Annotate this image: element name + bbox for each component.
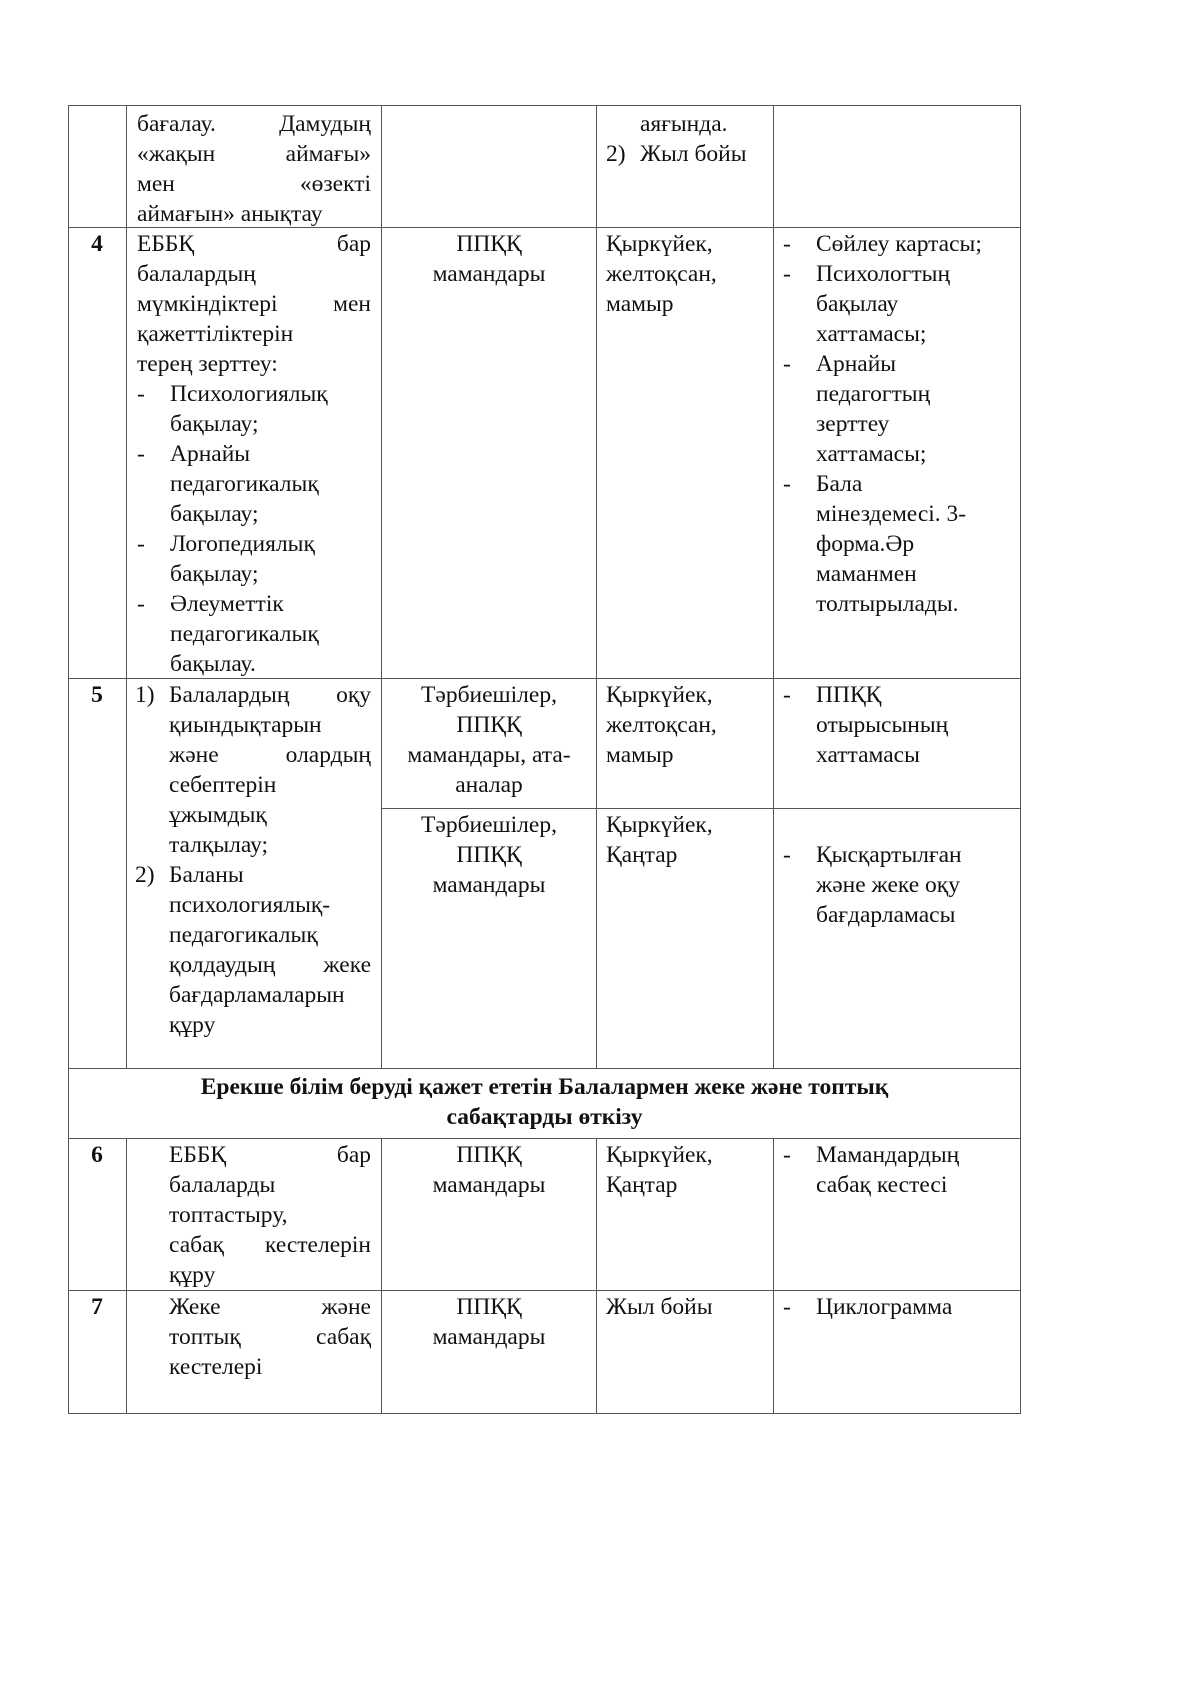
r4-result-cell [783,229,1019,619]
row-number: 7 [91,1294,103,1320]
r5a-period-cell [606,680,771,770]
responsible-line: мамандары, ата- [407,742,571,768]
subrow-divider [381,808,1021,809]
bullet-line: маманмен [816,561,917,587]
period-line: Қыркүйек, [606,682,713,708]
dash-marker: - [137,441,145,467]
r6-task-cell [169,1140,371,1290]
r5-task-cell [135,680,371,1040]
task-item-1 [135,680,371,860]
bullet-line: бақылау [816,291,899,317]
responsible-line: Тәрбиешілер, [421,812,557,838]
word: мүмкіндіктері [137,291,278,317]
task-bullet [137,529,371,589]
task-line [169,1140,371,1170]
row-divider [68,1068,1021,1069]
task-line [169,1322,371,1352]
period-line: мамыр [606,742,674,768]
result-bullet [783,349,1019,469]
word: ЕББҚ [137,231,195,257]
bullet-line: Сөйлеу картасы; [816,231,982,257]
task-line: қиындықтарын [169,712,322,738]
result-bullet [783,1140,1019,1200]
task-line: психологиялық- [169,892,331,918]
period-line: желтоқсан, [606,712,717,738]
task-line: талқылау; [169,832,269,858]
row-number: 4 [91,231,103,257]
period-line: мамыр [606,291,674,317]
r5a-responsible-cell [382,680,596,800]
result-bullet [783,840,1019,930]
r7-task-cell [169,1292,371,1382]
bullet-line: Мамандардың [816,1142,960,1168]
r5b-result-cell [783,840,1019,930]
task-line: балалардың [137,261,256,287]
bullet-line: бақылау; [170,411,259,437]
word: және [169,742,219,768]
row-divider [68,1290,1021,1291]
r5b-responsible-cell [382,810,596,900]
item-number: 2) [135,862,155,888]
bullet-line: педагогикалық [170,471,319,497]
bullet-line: мінездемесі. 3- [816,501,967,527]
word: мен [333,291,371,317]
bullet-line: Логопедиялық [170,531,315,557]
dash-marker: - [783,682,791,708]
task-line-3 [137,169,371,199]
period-line: Қаңтар [606,842,678,868]
dash-marker: - [783,231,791,257]
item-text: Жыл бойы [640,141,747,167]
bullet-line: Циклограмма [816,1294,953,1320]
period-line: желтоқсан, [606,261,717,287]
task-line [169,1230,371,1260]
bullet-line: Әлеуметтік [170,591,284,617]
r6-responsible-cell [382,1140,596,1200]
word: қолдаудың [169,952,276,978]
period-line: Қыркүйек, [606,231,713,257]
plan-table [68,105,1021,1414]
word: оқу [336,682,371,708]
cont-task-cell [137,109,371,229]
item-number: 2) [606,141,626,167]
r6-period-cell [606,1140,771,1200]
word: бар [336,1142,371,1168]
word: ЕББҚ [169,1142,227,1168]
task-item-2 [135,860,371,1040]
r5a-result-cell [783,680,1019,770]
dash-marker: - [783,351,791,377]
word: және [321,1294,371,1320]
bullet-line: толтырылады. [816,591,959,617]
bullet-line: бақылау; [170,501,259,527]
task-line [169,740,371,770]
col-divider [773,105,774,1068]
responsible-line: ППҚҚ [456,1142,522,1168]
dash-marker: - [783,842,791,868]
task-line-2 [137,139,371,169]
dash-marker: - [137,591,145,617]
bullet-line: және жеке оқу [816,872,960,898]
bullet-line: отырысының [816,712,949,738]
responsible-line: мамандары [432,1172,546,1198]
result-bullet [783,229,1019,259]
task-line: Баланы [169,862,244,888]
responsible-line: ППҚҚ [456,842,522,868]
task-line [169,680,371,710]
responsible-line: мамандары [432,1324,546,1350]
word: Балалардың [169,682,290,708]
r4-period-cell [606,229,771,319]
word: «жақын [137,141,216,167]
col-divider [596,1138,597,1414]
bullet-line: бақылау; [170,561,259,587]
task-bullet [137,379,371,439]
word: аймағы» [285,141,371,167]
task-line: терең зерттеу: [137,351,278,377]
item-number: 1) [135,682,155,708]
row-number: 5 [91,682,103,708]
word: сабақ [316,1324,371,1350]
word: «өзекті [299,171,371,197]
task-line: педагогикалық [169,922,318,948]
result-bullet [783,1292,1019,1322]
task-line-4: аймағын» анықтау [137,201,323,227]
r4-task-cell [137,229,371,679]
responsible-line: мамандары [432,872,546,898]
row-number: 6 [91,1142,103,1168]
col-divider [126,1138,127,1414]
cont-period-cell [606,109,771,169]
responsible-line: мамандары [432,261,546,287]
word: Дамудың [279,111,371,137]
period-line: Жыл бойы [606,1294,713,1320]
bullet-line: бақылау. [170,651,256,677]
bullet-line: Психологтың [816,261,951,287]
table-border-left [68,105,69,1414]
task-line: балаларды [169,1172,276,1198]
dash-marker: - [783,471,791,497]
row-divider [68,1138,1021,1139]
period-line: аяғында. [640,111,728,137]
word: сабақ [169,1232,224,1258]
r4-responsible-cell [382,229,596,289]
section-title-line-1: Ерекше білім беруді қажет ететін Балалармен жеке және топтық [200,1074,889,1100]
bullet-line: бағдарламасы [816,902,956,928]
col-divider [773,1138,774,1414]
task-bullet [137,439,371,529]
task-line: құру [169,1262,216,1288]
result-bullet [783,259,1019,349]
task-line: себептерін [169,772,277,798]
bullet-line: Бала [816,471,863,497]
col-divider [596,105,597,1068]
responsible-line: аналар [455,772,523,798]
bullet-line: хаттамасы; [816,441,927,467]
section-title-line-2: сабақтарды өткізу [446,1104,643,1130]
table-border-right [1020,105,1021,1414]
word: топтық [169,1324,241,1350]
task-line-1 [137,109,371,139]
result-bullet [783,469,1019,619]
dash-marker: - [783,1142,791,1168]
task-line [169,950,371,980]
word: бар [336,231,371,257]
responsible-line: ППҚҚ [456,1294,522,1320]
section-header [68,1072,1021,1132]
table-border-bottom [68,1413,1021,1414]
word: кестелерін [265,1232,371,1258]
word: Жеке [169,1294,221,1320]
r7-period-cell [606,1292,771,1322]
task-line [169,1292,371,1322]
bullet-line: форма.Әр [816,531,915,557]
task-line: бағдарламаларын [169,982,345,1008]
word: олардың [285,742,371,768]
bullet-line: Психологиялық [170,381,328,407]
result-bullet [783,680,1019,770]
bullet-line: Арнайы [816,351,897,377]
bullet-line: Арнайы [170,441,251,467]
col-divider [126,105,127,1068]
word: мен [137,171,175,197]
r7-responsible-cell [382,1292,596,1352]
table-border-top [68,105,1021,106]
dash-marker: - [137,531,145,557]
task-line: ұжымдық [169,802,267,828]
dash-marker: - [783,1294,791,1320]
task-bullet [137,589,371,679]
bullet-line: сабақ кестесі [816,1172,948,1198]
bullet-line: хаттамасы [816,742,920,768]
period-line: Қыркүйек, [606,812,713,838]
task-line [137,289,371,319]
bullet-line: педагогтың [816,381,931,407]
r5b-period-cell [606,810,771,870]
task-line: топтастыру, [169,1202,288,1228]
period-line: Қыркүйек, [606,1142,713,1168]
dash-marker: - [137,381,145,407]
responsible-line: ППҚҚ [456,712,522,738]
bullet-line: ППҚҚ [816,682,882,708]
task-line: қажеттіліктерін [137,321,294,347]
r6-result-cell [783,1140,1019,1200]
period-item-2 [606,139,771,169]
bullet-line: зерттеу [816,411,890,437]
word: жеке [323,952,371,978]
responsible-line: ППҚҚ [456,231,522,257]
task-line: кестелері [169,1354,263,1380]
r7-result-cell [783,1292,1019,1322]
dash-marker: - [783,261,791,287]
task-line [137,229,371,259]
bullet-line: хаттамасы; [816,321,927,347]
bullet-line: педагогикалық [170,621,319,647]
bullet-line: Қысқартылған [816,842,962,868]
period-line: Қаңтар [606,1172,678,1198]
task-line: құру [169,1012,216,1038]
responsible-line: Тәрбиешілер, [421,682,557,708]
word: бағалау. [137,111,216,137]
